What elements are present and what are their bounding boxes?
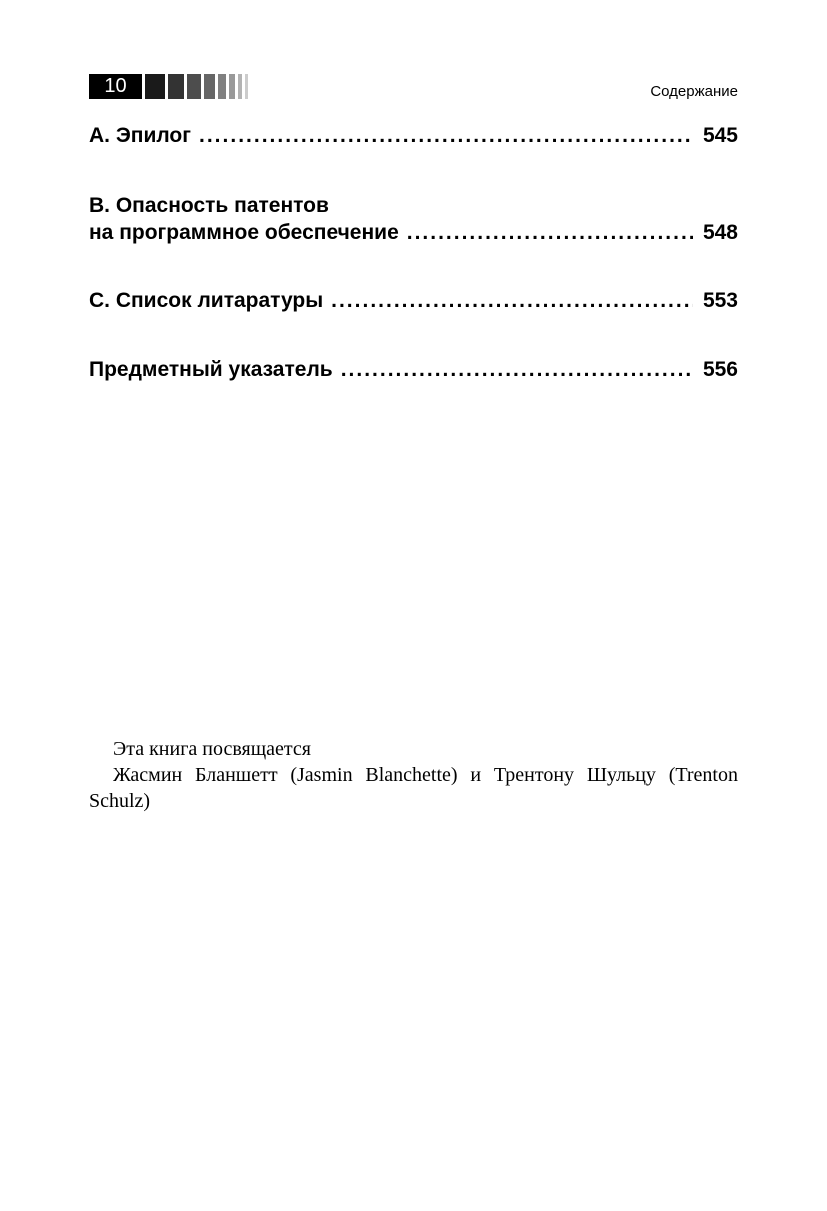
dot-leader xyxy=(341,356,693,384)
toc-entry-b[interactable] xyxy=(89,192,738,247)
toc-entry-title: A. Эпилог xyxy=(89,124,192,147)
decorative-gradient-strip xyxy=(145,74,248,99)
dedication-line-1: Эта книга посвящается xyxy=(113,738,311,760)
toc-entry-title: на программное обеспечение xyxy=(89,221,399,244)
toc-entry-title: C. Список литаратуры xyxy=(89,289,324,312)
dot-leader xyxy=(331,287,693,315)
toc-entry-title: Предметный указатель xyxy=(89,358,333,381)
toc-entry-a[interactable] xyxy=(89,122,738,150)
dedication xyxy=(89,736,738,814)
dedication-line-2: Жасмин Бланшетт (Jasmin Blanchette) и Трентону Шульцу (Trenton Schulz) xyxy=(89,764,738,812)
running-head: Содержание xyxy=(650,83,738,100)
toc-entry-page: 548 xyxy=(702,221,738,244)
dot-leader xyxy=(199,122,693,150)
toc-entry-page: 545 xyxy=(702,124,738,147)
page-number: 10 xyxy=(89,74,142,99)
toc-entry-title-line1: B. Опасность патентов xyxy=(89,194,329,217)
toc-entry-index[interactable] xyxy=(89,356,738,384)
toc-entry-c[interactable] xyxy=(89,287,738,315)
dot-leader xyxy=(407,219,693,247)
toc-entry-page: 556 xyxy=(702,358,738,381)
page-header xyxy=(89,74,738,100)
toc-entry-page: 553 xyxy=(702,289,738,312)
